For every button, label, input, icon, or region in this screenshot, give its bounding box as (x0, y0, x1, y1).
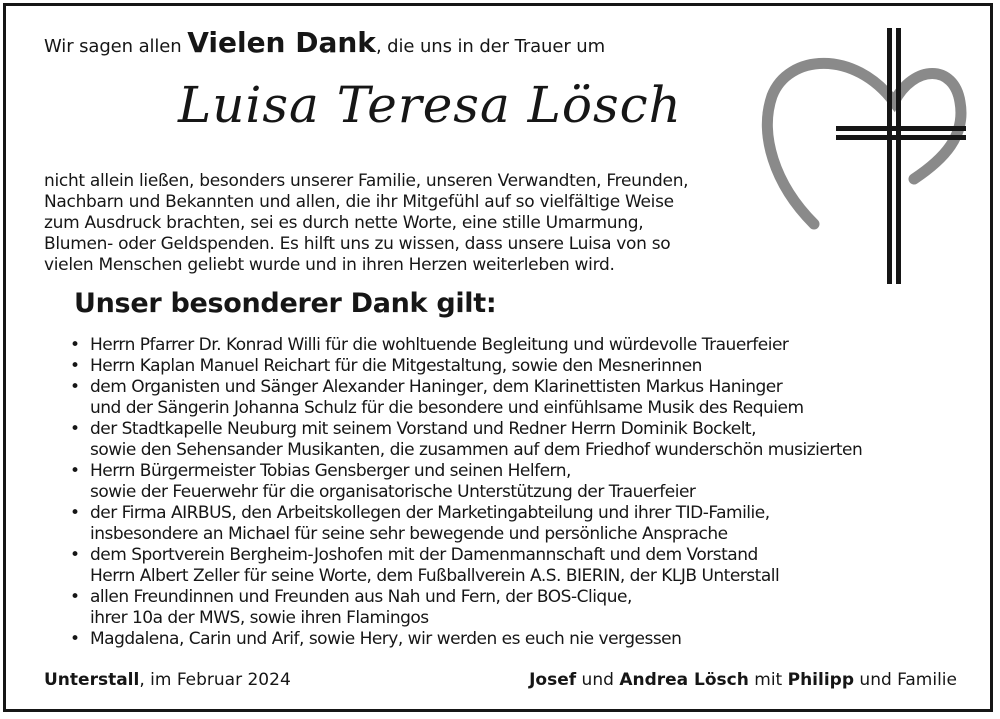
thanks-list (68, 335, 978, 650)
thanks-item-line: Herrn Kaplan Manuel Reichart für die Mitgestaltung, sowie den Mesnerinnen (90, 356, 702, 376)
thanks-item-line: allen Freundinnen und Freunden aus Nah und Fern, der BOS-Clique, (90, 587, 632, 607)
bullet-icon: • (70, 377, 81, 397)
signer-josef: Josef (529, 670, 577, 690)
thanks-item-line: Herrn Pfarrer Dr. Konrad Willi für die wohltuende Begleitung und würdevolle Trauerfeier (90, 335, 789, 355)
cross-vertical-bar (887, 28, 892, 284)
bullet-icon: • (70, 587, 81, 607)
intro-line (44, 26, 605, 59)
thanks-item (68, 587, 978, 629)
signer-tail: und Familie (854, 670, 957, 690)
thanks-item-line: Herrn Albert Zeller für seine Worte, dem Fußballverein A.S. BIERIN, der KLJB Unterstall (90, 566, 780, 586)
thanks-item (68, 545, 978, 587)
thanks-item-line: sowie den Sehensander Musikanten, die zusammen auf dem Friedhof wunderschön musizierten (90, 440, 863, 460)
thanks-item (68, 503, 978, 545)
cross-vertical-bar-2 (896, 28, 901, 284)
thanks-item (68, 629, 978, 650)
footer-date: , im Februar 2024 (139, 670, 291, 690)
thanks-item-line: Magdalena, Carin und Arif, sowie Hery, wir werden es euch nie vergessen (90, 629, 682, 649)
body-line: nicht allein ließen, besonders unserer Familie, unseren Verwandten, Freunden, (44, 171, 689, 191)
thanks-item (68, 335, 978, 356)
bullet-icon: • (70, 545, 81, 565)
footer-signers (529, 670, 957, 690)
signer-andrea: Andrea Lösch (619, 670, 749, 690)
intro-before: Wir sagen allen (44, 36, 188, 57)
body-line: Nachbarn und Bekannten und allen, die ihr Mitgefühl auf so vielfältige Weise (44, 192, 674, 212)
signer-philipp: Philipp (787, 670, 855, 690)
bullet-icon: • (70, 503, 81, 523)
thanks-item-line: und der Sängerin Johanna Schulz für die besondere und einfühlsame Musik des Requiem (90, 398, 804, 418)
thanks-item-line: Herrn Bürgermeister Tobias Gensberger und seinen Helfern, (90, 461, 571, 481)
deceased-name: Luisa Teresa Lösch (178, 76, 682, 134)
thanks-item (68, 461, 978, 503)
thanks-item-line: sowie der Feuerwehr für die organisatorische Unterstützung der Trauerfeier (90, 482, 696, 502)
body-line: zum Ausdruck brachten, sei es durch nette Worte, eine stille Umarmung, (44, 213, 644, 233)
bullet-icon: • (70, 419, 81, 439)
thanks-item-line: dem Sportverein Bergheim-Joshofen mit der Damenmannschaft und dem Vorstand (90, 545, 758, 565)
cross-horizontal-bar (836, 126, 966, 131)
bullet-icon: • (70, 629, 81, 649)
body-line: vielen Menschen geliebt wurde und in ihren Herzen weiterleben wird. (44, 255, 615, 275)
footer-place: Unterstall (44, 670, 140, 690)
thanks-item-line: insbesondere an Michael für seine sehr bewegende und persönliche Ansprache (90, 524, 728, 544)
thanks-heading: Unser besonderer Dank gilt: (74, 288, 497, 319)
thanks-item-line: der Firma AIRBUS, den Arbeitskollegen der Marketingabteilung und ihrer TID-Familie, (90, 503, 770, 523)
bullet-icon: • (70, 461, 81, 481)
thanks-item (68, 356, 978, 377)
thanks-item (68, 419, 978, 461)
footer-place-date (44, 670, 291, 690)
thanks-item-line: dem Organisten und Sänger Alexander Haninger, dem Klarinettisten Markus Haninger (90, 377, 783, 397)
thanks-item (68, 377, 978, 419)
obituary-card (3, 3, 993, 712)
thanks-item-line: der Stadtkapelle Neuburg mit seinem Vorstand und Redner Herrn Dominik Bockelt, (90, 419, 756, 439)
intro-emphasis: Vielen Dank (187, 26, 376, 59)
intro-after: , die uns in der Trauer um (375, 36, 605, 57)
bullet-icon: • (70, 335, 81, 355)
cross-horizontal-bar-2 (836, 135, 966, 140)
thanks-item-line: ihrer 10a der MWS, sowie ihren Flamingos (90, 608, 429, 628)
body-line: Blumen- oder Geldspenden. Es hilft uns zu wissen, dass unsere Luisa von so (44, 234, 671, 254)
bullet-icon: • (70, 356, 81, 376)
body-paragraph (44, 171, 804, 276)
signer-conj-1: und (576, 670, 620, 690)
signer-conj-2: mit (748, 670, 788, 690)
